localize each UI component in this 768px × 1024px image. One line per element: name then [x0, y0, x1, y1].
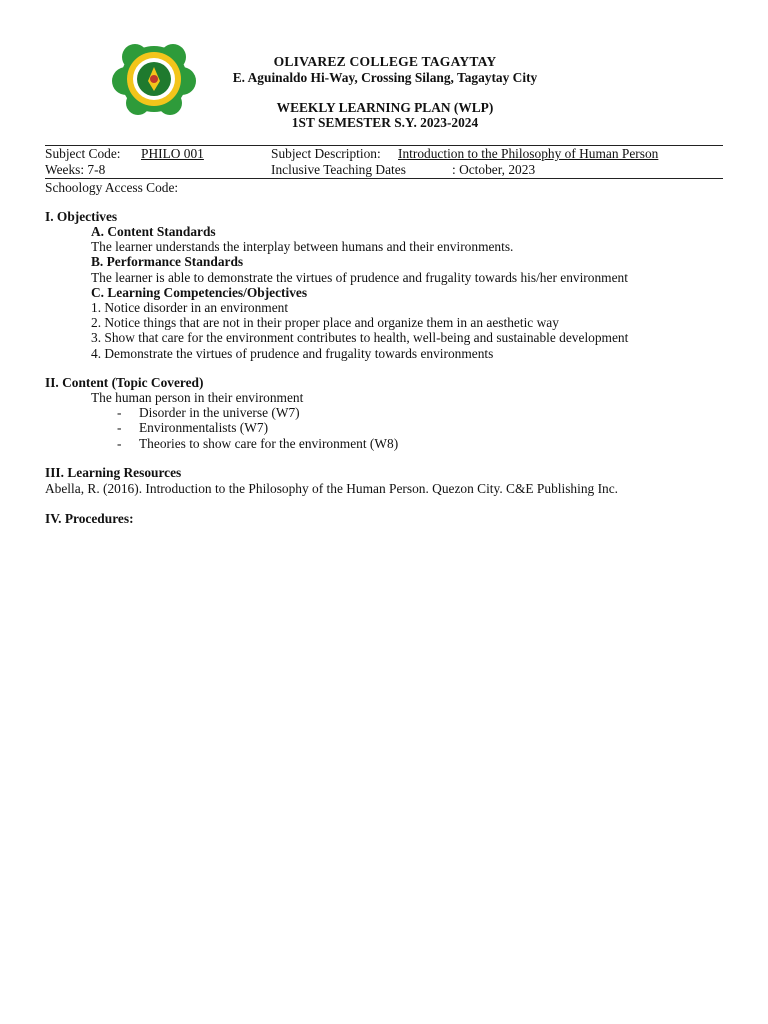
school-address: E. Aguinaldo Hi-Way, Crossing Silang, Tagaytay City	[232, 70, 538, 85]
dates-label: Inclusive Teaching Dates	[271, 162, 406, 177]
subject-desc-value: Introduction to the Philosophy of Human Person	[398, 146, 659, 161]
bullet-dash: -	[117, 420, 122, 435]
plan-title: WEEKLY LEARNING PLAN (WLP)	[276, 100, 494, 115]
school-name: OLIVAREZ COLLEGE TAGAYTAY	[273, 54, 497, 69]
subject-code-value: PHILO 001	[141, 146, 204, 161]
bullet-dash: -	[117, 405, 122, 420]
weeks-label: Weeks: 7-8	[45, 162, 106, 177]
schoology-label: Schoology Access Code:	[45, 180, 179, 195]
competency-item: 2. Notice things that are not in their proper place and organize them in an aesthetic way	[91, 315, 559, 330]
college-seal-icon	[108, 41, 200, 117]
competency-item: 4. Demonstrate the virtues of prudence and frugality towards environments	[91, 346, 494, 361]
subject-code-label: Subject Code:	[45, 146, 121, 161]
content-intro: The human person in their environment	[91, 390, 304, 405]
performance-standards-text: The learner is able to demonstrate the virtues of prudence and frugality towards his/her environment	[91, 270, 628, 285]
resources-heading: III. Learning Resources	[45, 465, 182, 480]
competency-item: 1. Notice disorder in an environment	[91, 300, 289, 315]
competencies-heading: C. Learning Competencies/Objectives	[91, 285, 308, 300]
content-item: Environmentalists (W7)	[139, 420, 269, 435]
objectives-heading: I. Objectives	[45, 209, 118, 224]
content-standards-heading: A. Content Standards	[91, 224, 216, 239]
bullet-dash: -	[117, 436, 122, 451]
content-heading: II. Content (Topic Covered)	[45, 375, 204, 390]
content-item: Disorder in the universe (W7)	[139, 405, 300, 420]
divider-bottom	[45, 178, 723, 179]
content-item: Theories to show care for the environment (W8)	[139, 436, 399, 451]
plan-semester: 1ST SEMESTER S.Y. 2023-2024	[291, 115, 479, 130]
competency-item: 3. Show that care for the environment contributes to health, well-being and sustainable development	[91, 330, 629, 345]
subject-desc-label: Subject Description:	[271, 146, 381, 161]
dates-value: : October, 2023	[452, 162, 536, 177]
performance-standards-heading: B. Performance Standards	[91, 254, 244, 269]
resources-text: Abella, R. (2016). Introduction to the Philosophy of the Human Person. Quezon City. C&E Publishing Inc.	[45, 481, 619, 496]
procedures-heading: IV. Procedures:	[45, 511, 134, 526]
content-standards-text: The learner understands the interplay between humans and their environments.	[91, 239, 514, 254]
